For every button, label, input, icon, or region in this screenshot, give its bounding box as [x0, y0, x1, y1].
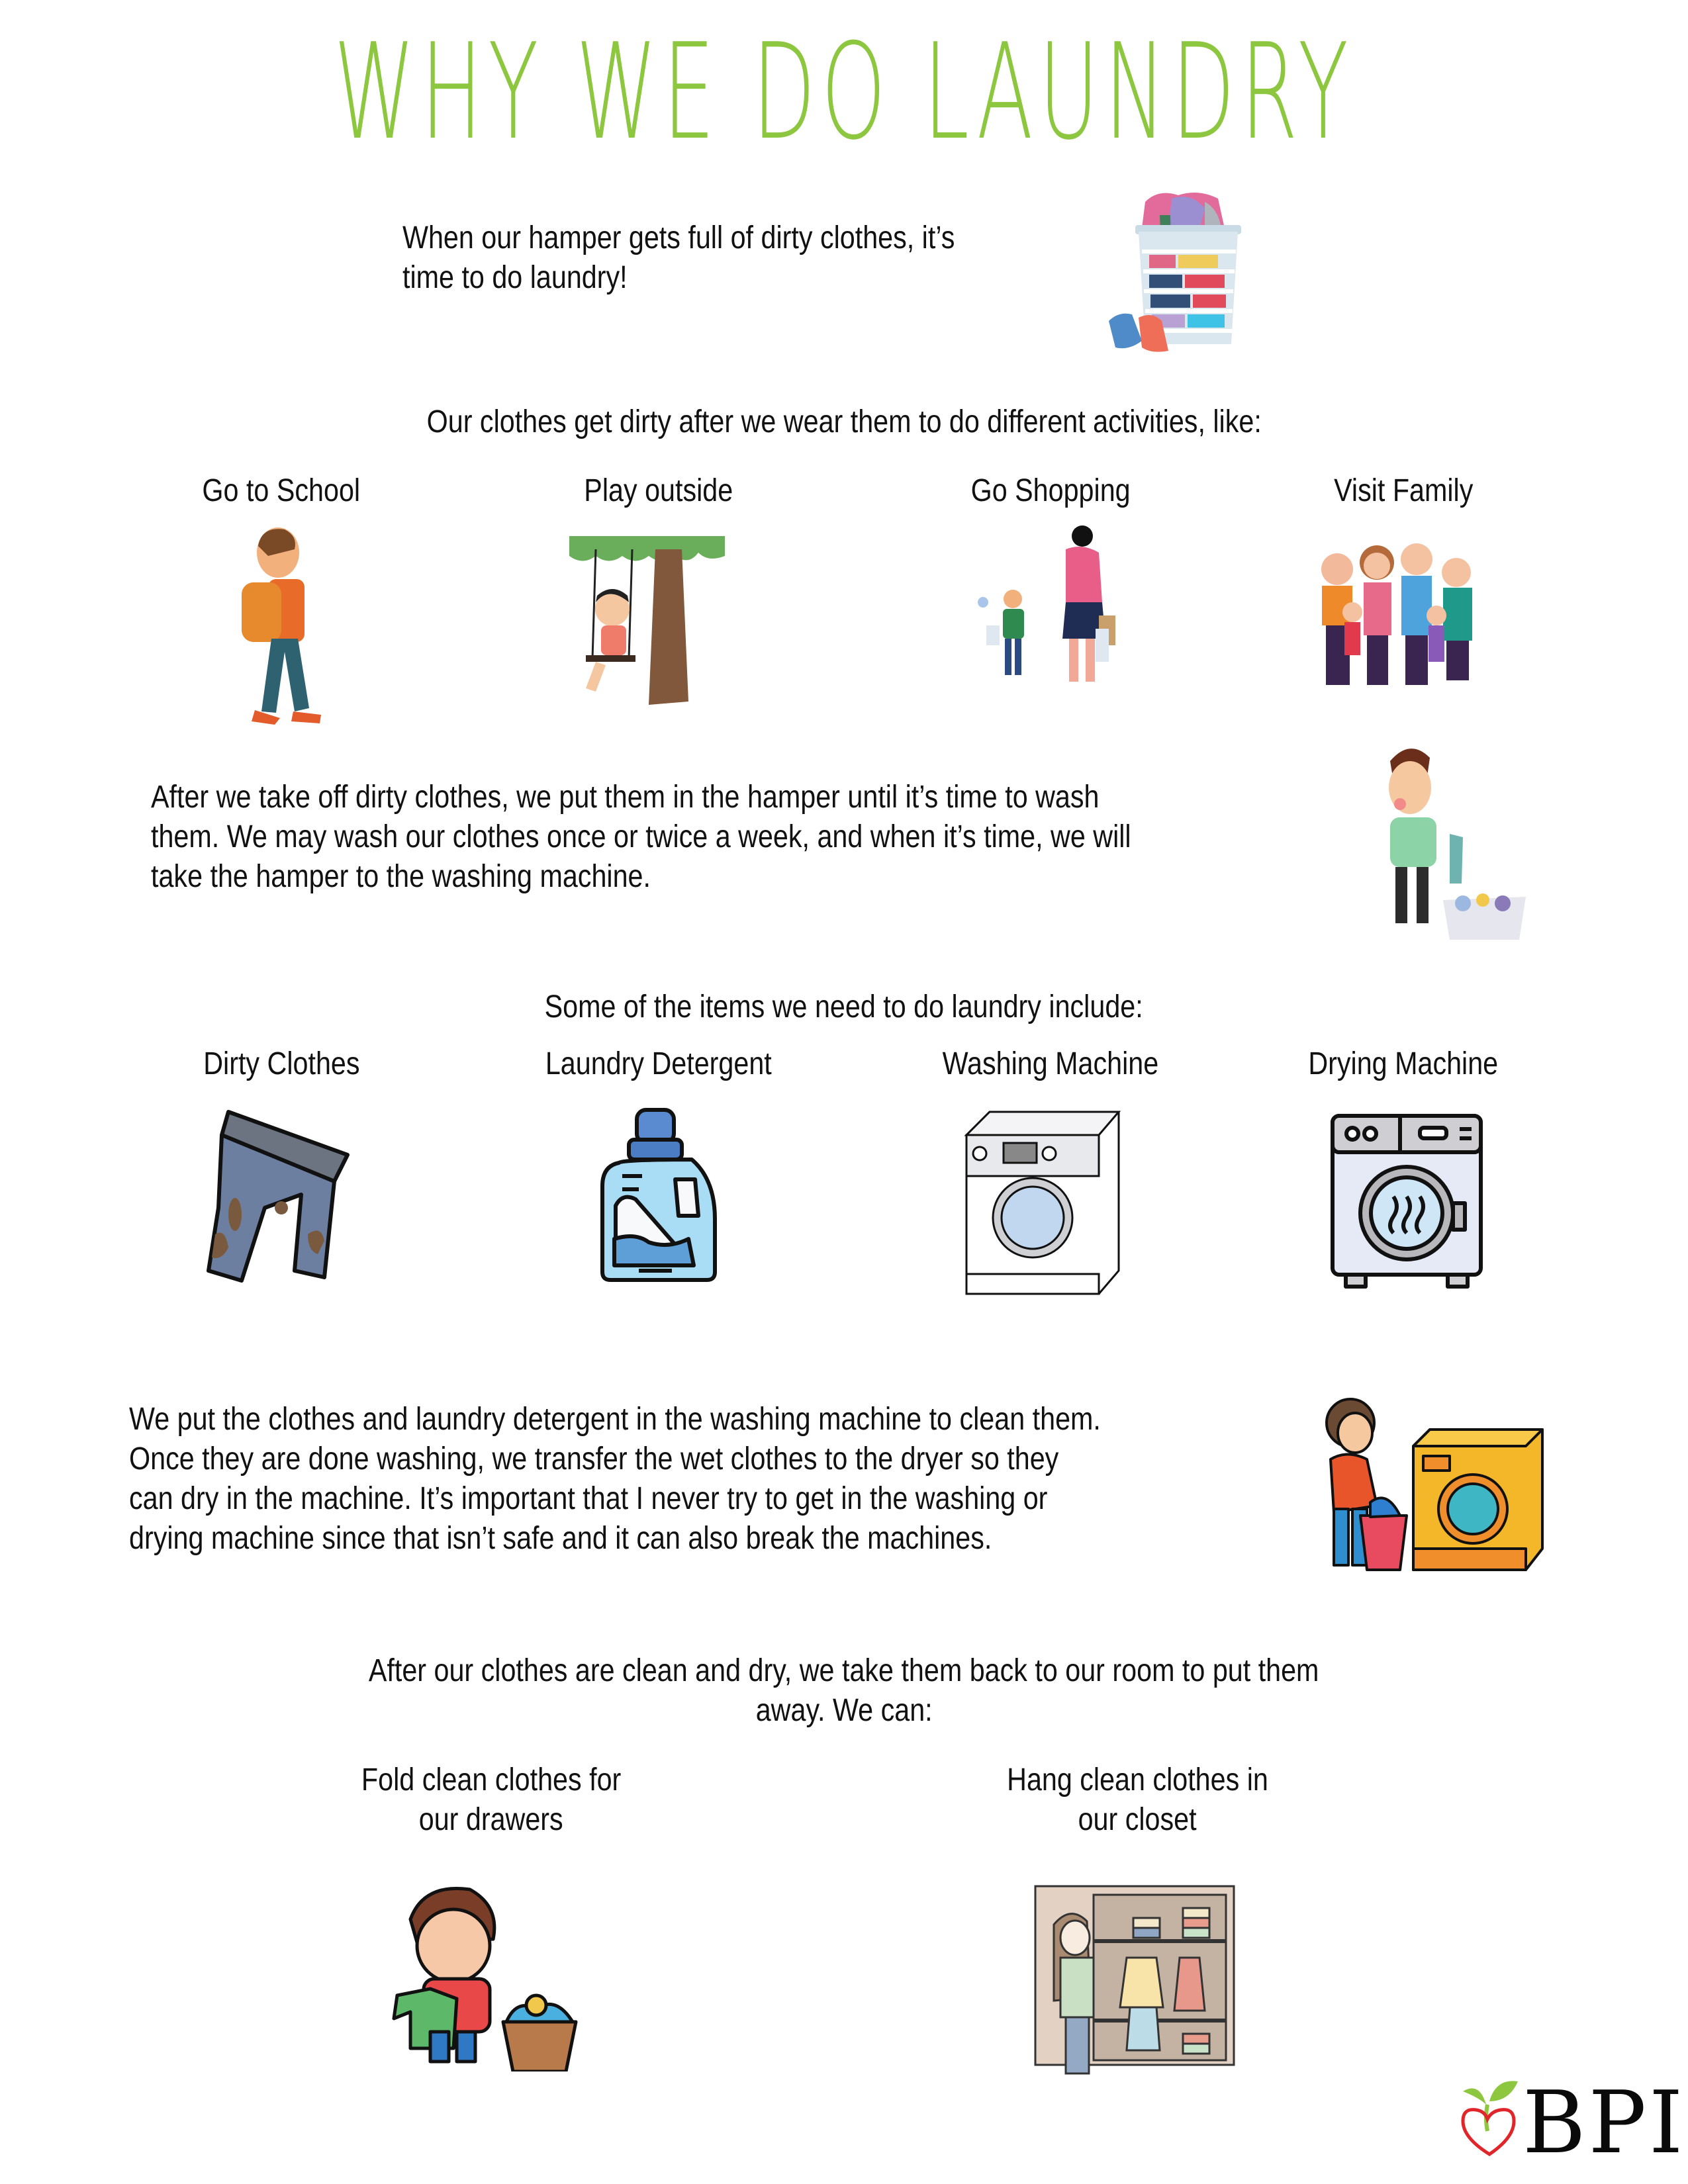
option-label-hang: Hang clean clothes in our closet: [1006, 1762, 1268, 1837]
hamper-paragraph-line-3: take the hamper to the washing machine.: [151, 859, 651, 894]
put-away-line-2: away. We can:: [755, 1693, 933, 1728]
activity-label-shopping: Go Shopping: [970, 473, 1131, 508]
mother-child-shopping-illustration: [966, 523, 1139, 688]
put-away-paragraph: [0, 1651, 1688, 1731]
girl-hanging-clothes-closet-illustration: [1034, 1885, 1236, 2077]
page-title: WHY WE DO LAUNDRY: [334, 15, 1354, 169]
girl-loading-washing-machine-illustration: [1314, 1396, 1546, 1578]
washing-paragraph-line-3: can dry in the machine. It’s important that I never try to get in the washing or: [129, 1481, 1048, 1516]
family-group-illustration: [1314, 543, 1499, 688]
washing-machine-icon: [960, 1109, 1125, 1297]
boy-folding-clothes-illustration: [384, 1880, 596, 2071]
intro-text: [402, 218, 1045, 298]
hamper-paragraph-line-1: After we take off dirty clothes, we put them in the hamper until it’s time to wash: [151, 780, 1100, 815]
detergent-bottle-icon: [596, 1107, 722, 1285]
hamper-paragraph-line-2: them. We may wash our clothes once or twice a week, and when it’s time, we will: [151, 819, 1131, 854]
activities-heading: Our clothes get dirty after we wear them to do different activities, like:: [426, 404, 1262, 439]
activity-label-family: Visit Family: [1333, 473, 1474, 508]
item-label-detergent: Laundry Detergent: [545, 1046, 772, 1081]
activity-label-school: Go to School: [202, 473, 361, 508]
hamper-paragraph: [151, 778, 1291, 897]
washing-paragraph-line-1: We put the clothes and laundry detergent in the washing machine to clean them.: [129, 1402, 1101, 1437]
girl-on-tree-swing-illustration: [569, 529, 728, 708]
laundry-hamper-illustration: [1105, 189, 1258, 354]
bpi-logo-text: BPI: [1523, 2072, 1686, 2173]
boy-walking-backpack-illustration: [222, 526, 334, 731]
dirty-jeans-icon: [202, 1109, 354, 1287]
bpi-logo: [1460, 2078, 1519, 2158]
item-label-dirty-clothes: Dirty Clothes: [203, 1046, 360, 1081]
activity-label-play: Play outside: [584, 473, 733, 508]
washing-paragraph-line-4: drying machine since that isn’t safe and it can also break the machines.: [129, 1521, 992, 1556]
items-heading: Some of the items we need to do laundry include:: [544, 989, 1144, 1024]
boy-putting-clothes-in-hamper-illustration: [1364, 741, 1542, 940]
put-away-line-1: After our clothes are clean and dry, we take them back to our room to put them: [369, 1653, 1319, 1688]
drying-machine-icon: [1327, 1111, 1486, 1289]
intro-line-1: When our hamper gets full of dirty clothes, it’s: [402, 220, 955, 255]
option-label-fold: Fold clean clothes for our drawers: [361, 1762, 622, 1837]
heart-sprout-icon: [1460, 2078, 1519, 2158]
item-label-drying-machine: Drying Machine: [1308, 1046, 1499, 1081]
item-label-washing-machine: Washing Machine: [942, 1046, 1159, 1081]
intro-line-2: time to do laundry!: [402, 260, 628, 295]
washing-paragraph-line-2: Once they are done washing, we transfer the wet clothes to the dryer so they: [129, 1441, 1059, 1477]
washing-paragraph: [129, 1400, 1259, 1559]
